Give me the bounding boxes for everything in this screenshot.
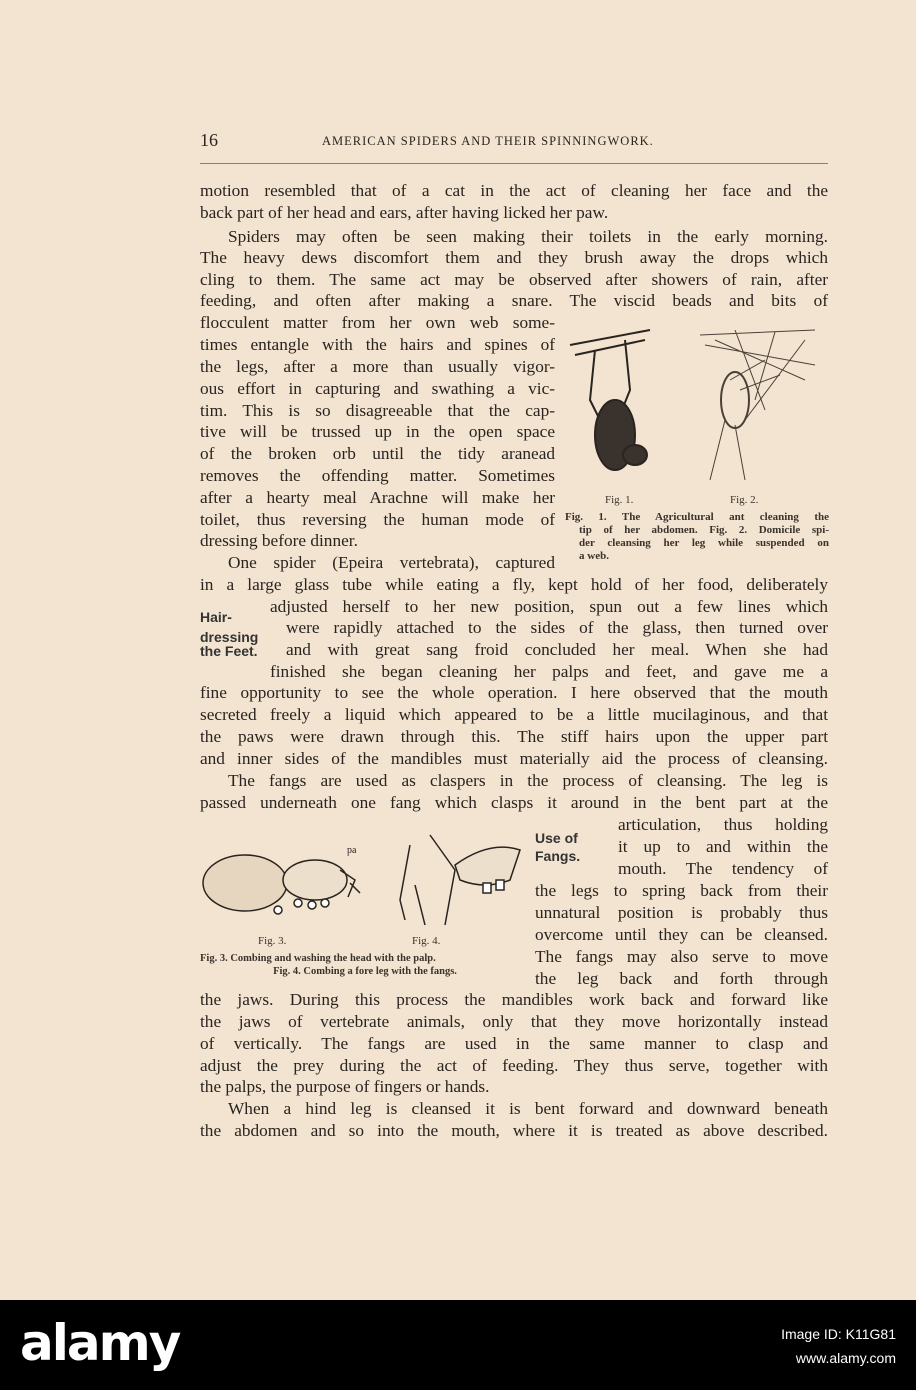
text-line: and inner sides of the mandibles must materially aid the process of cleansing. — [200, 749, 828, 768]
side-note-line: dressing — [200, 629, 259, 645]
side-note-line: Fangs. — [535, 848, 581, 864]
fig2-label: Fig. 2. — [730, 494, 759, 506]
text-line: the legs to spring back from their — [535, 881, 828, 900]
text-line: times entangle with the hairs and spines of — [200, 335, 555, 354]
text-line: cling to them. The same act may be observed after showers of rain, after — [200, 270, 828, 289]
stock-footer-bar — [0, 1300, 916, 1390]
fig1-label: Fig. 1. — [605, 494, 634, 506]
text-line: articulation, thus holding — [618, 815, 828, 834]
figure-3-4-caption — [200, 952, 530, 978]
text-line: adjust the prey during the act of feeding. They thus serve, together with — [200, 1056, 828, 1075]
fig1-ant-drawing — [570, 330, 650, 470]
text-line: the legs, after a more than usually vigor- — [200, 357, 555, 376]
side-note-use-of-fangs — [535, 831, 580, 863]
caption-line: Fig. 4. Combing a fore leg with the fangs. — [273, 966, 457, 977]
text-line: tive will be trussed up in the open space — [200, 422, 555, 441]
caption-line: a web. — [579, 550, 609, 562]
fig2-spider-web-drawing — [700, 330, 815, 480]
fig3-annotation: pa — [347, 845, 357, 856]
text-line: secreted freely a liquid which appeared to be a little mucilaginous, and that — [200, 705, 828, 724]
side-note-line: Hair- — [200, 609, 232, 625]
text-line: The fangs are used as claspers in the process of cleansing. The leg is — [228, 771, 828, 790]
text-line: passed underneath one fang which clasps it around in the bent part at the — [200, 793, 828, 812]
text-line: dressing before dinner. — [200, 531, 358, 550]
text-line: after a hearty meal Arachne will make her — [200, 488, 555, 507]
fig4-label: Fig. 4. — [412, 935, 441, 947]
text-line: the palps, the purpose of fingers or hands. — [200, 1077, 490, 1096]
side-note-line: the Feet. — [200, 643, 258, 659]
image-id: Image ID: K11G81 — [781, 1326, 896, 1342]
caption-line: Fig. 1. The Agricultural ant cleaning the — [565, 511, 829, 523]
running-head: AMERICAN SPIDERS AND THEIR SPINNINGWORK. — [322, 134, 654, 148]
text-line: feeding, and often after making a snare. The viscid beads and bits of — [200, 291, 828, 310]
text-line: motion resembled that of a cat in the act of cleaning her face and the — [200, 181, 828, 200]
text-line: of vertically. The fangs are used in the same manner to clasp and — [200, 1034, 828, 1053]
fig4-spider-drawing — [400, 835, 520, 925]
text-line: in a large glass tube while eating a fly, kept hold of her food, deliberately — [200, 575, 828, 594]
text-line: the paws were drawn through this. The stiff hairs upon the upper part — [200, 727, 828, 746]
header-rule — [200, 163, 828, 164]
caption-line: tip of her abdomen. Fig. 2. Domicile spi- — [579, 524, 829, 536]
side-note-hair-dressing — [200, 610, 258, 658]
figure-1-2-illustration — [565, 320, 825, 490]
page-number: 16 — [200, 130, 218, 150]
text-line: One spider (Epeira vertebrata), captured — [228, 553, 555, 572]
text-line: The fangs may also serve to move — [535, 947, 828, 966]
text-line: toilet, thus reversing the human mode of — [200, 510, 555, 529]
image-id-block — [781, 1322, 896, 1370]
text-line: removes the offending matter. Sometimes — [200, 466, 555, 485]
text-line: ous effort in capturing and swathing a vic- — [200, 379, 555, 398]
text-line: and with great sang froid concluded her meal. When she had — [286, 640, 828, 659]
text-line: the jaws. During this process the mandibles work back and forward like — [200, 990, 828, 1009]
text-line: of the broken orb until the tidy aranead — [200, 444, 555, 463]
text-line: the jaws of vertebrate animals, only that they move horizontally instead — [200, 1012, 828, 1031]
text-line: flocculent matter from her own web some- — [200, 313, 555, 332]
alamy-logo: alamy — [20, 1314, 180, 1372]
text-line: mouth. The tendency of — [618, 859, 828, 878]
text-line: tim. This is so disagreeable that the cap- — [200, 401, 555, 420]
text-line: the leg back and forth through — [535, 969, 828, 988]
text-line: were rapidly attached to the sides of the glass, then turned over — [286, 618, 828, 637]
side-note-line: Use of — [535, 830, 578, 846]
text-line: finished she began cleaning her palps and feet, and gave me a — [270, 662, 828, 681]
text-line: adjusted herself to her new position, spun out a few lines which — [270, 597, 828, 616]
text-line: The heavy dews discomfort them and they brush away the drops which — [200, 248, 828, 267]
fig3-spider-drawing — [203, 855, 360, 914]
site-url: www.alamy.com — [795, 1350, 896, 1366]
text-line: When a hind leg is cleansed it is bent forward and downward beneath — [228, 1099, 828, 1118]
text-line: fine opportunity to see the whole operation. I here observed that the mouth — [200, 683, 828, 702]
text-line: it up to and within the — [618, 837, 828, 856]
text-line: Spiders may often be seen making their toilets in the early morning. — [228, 227, 828, 246]
figure-1-2-caption — [565, 511, 829, 563]
figure-3-4-illustration — [200, 825, 530, 930]
text-line: back part of her head and ears, after having licked her paw. — [200, 203, 609, 222]
caption-line: der cleansing her leg while suspended on — [579, 537, 829, 549]
caption-line: Fig. 3. Combing and washing the head with the palp. — [200, 953, 436, 964]
text-line: unnatural position is probably thus — [535, 903, 828, 922]
text-line: the abdomen and so into the mouth, where it is treated as above described. — [200, 1121, 828, 1140]
text-line: overcome until they can be cleansed. — [535, 925, 828, 944]
fig3-label: Fig. 3. — [258, 935, 287, 947]
